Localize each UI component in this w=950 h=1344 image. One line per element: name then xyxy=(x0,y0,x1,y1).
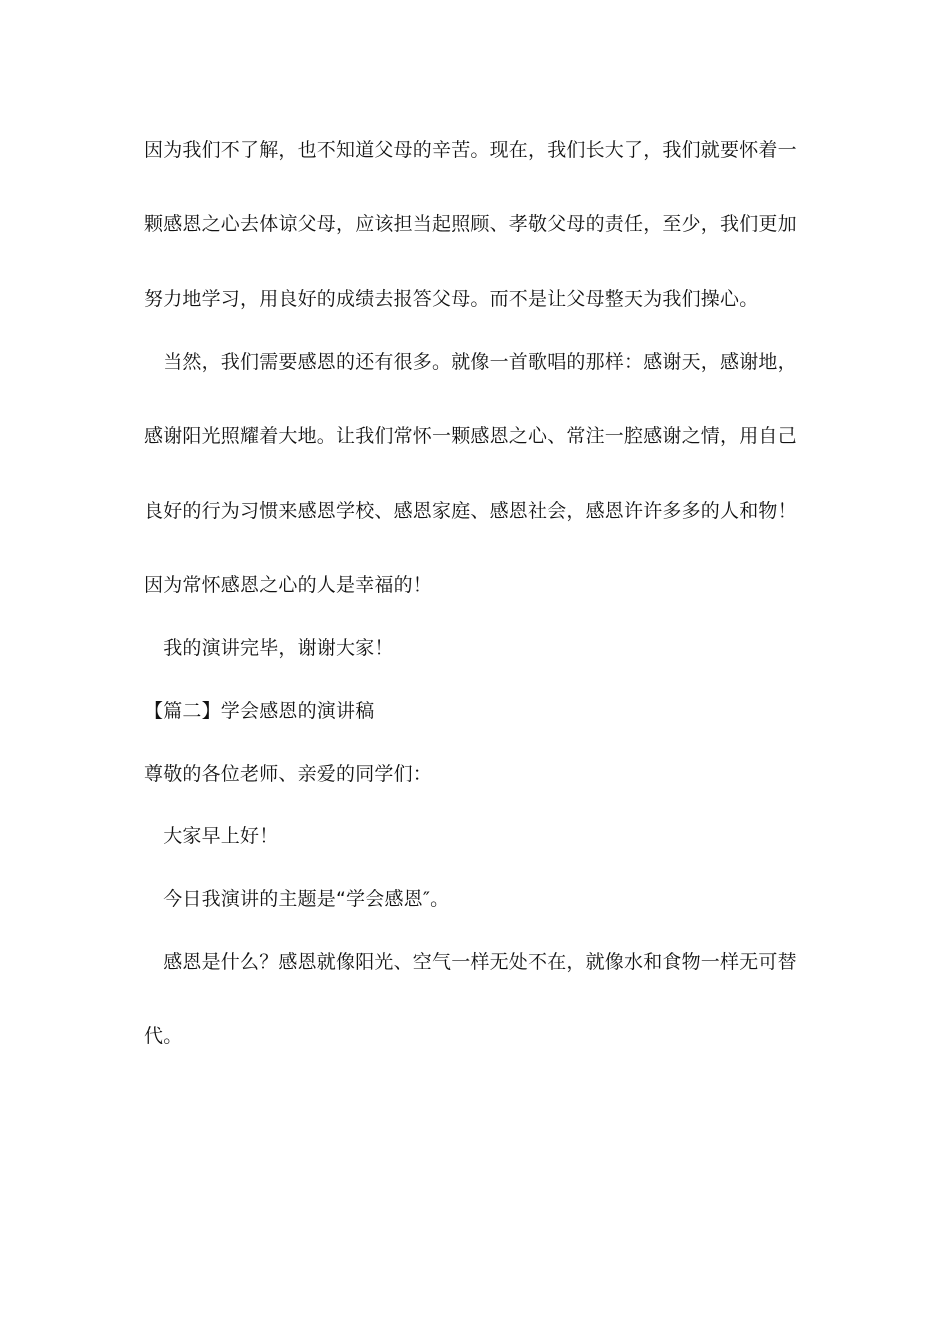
body-text-line: 因为我们不了解，也不知道父母的辛苦。现在，我们长大了，我们就要怀着一 xyxy=(144,139,797,161)
closing-line: 我的演讲完毕，谢谢大家！ xyxy=(144,637,394,659)
body-text-line: 当然，我们需要感恩的还有很多。就像一首歌唱的那样：感谢天，感谢地， xyxy=(144,351,797,373)
body-text-line: 努力地学习，用良好的成绩去报答父母。而不是让父母整天为我们操心。 xyxy=(144,288,759,310)
section-heading: 【篇二】学会感恩的演讲稿 xyxy=(144,700,375,722)
body-text-line: 感谢阳光照耀着大地。让我们常怀一颗感恩之心、常注一腔感谢之情，用自己 xyxy=(144,425,797,447)
body-text-line: 颗感恩之心去体谅父母，应该担当起照顾、孝敬父母的责任，至少，我们更加 xyxy=(144,213,797,235)
topic-line: 今日我演讲的主题是“学会感恩″。 xyxy=(144,888,450,910)
body-text-line: 感恩是什么？感恩就像阳光、空气一样无处不在，就像水和食物一样无可替 xyxy=(144,951,797,973)
body-text-line: 代。 xyxy=(144,1025,183,1047)
salutation: 尊敬的各位老师、亲爱的同学们： xyxy=(144,763,433,785)
body-text-line: 良好的行为习惯来感恩学校、感恩家庭、感恩社会，感恩许许多多的人和物！ xyxy=(144,500,797,522)
body-text-line: 因为常怀感恩之心的人是幸福的！ xyxy=(144,574,433,596)
greeting-line: 大家早上好！ xyxy=(144,825,279,847)
